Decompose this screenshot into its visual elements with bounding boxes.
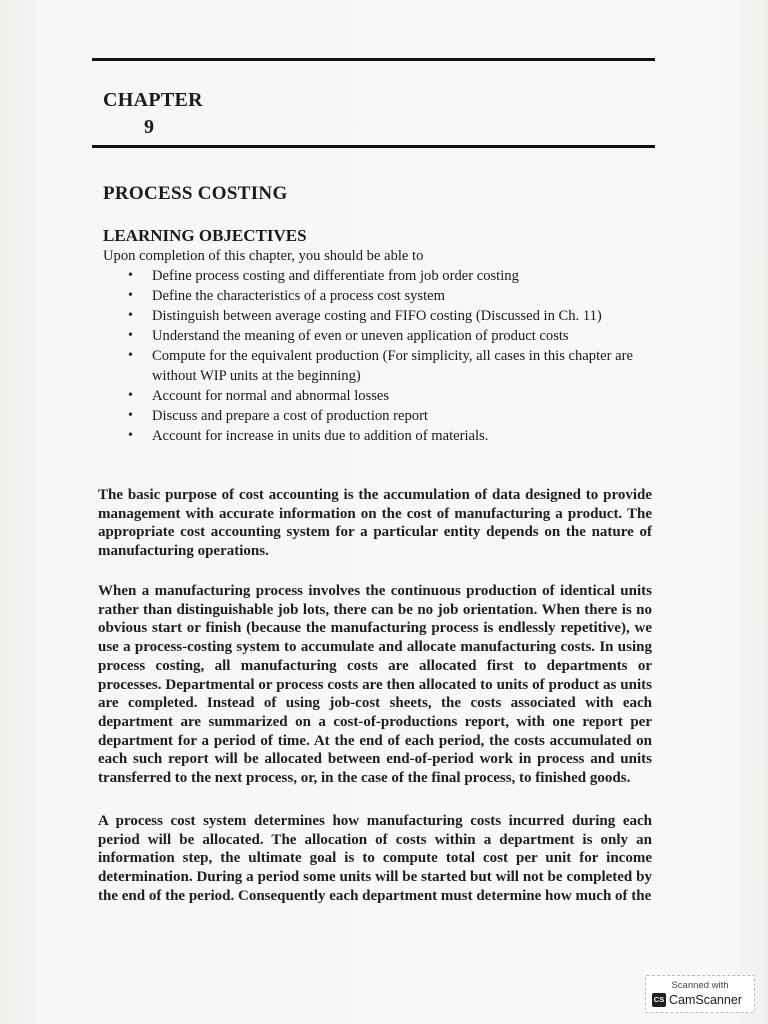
body-paragraph-1: The basic purpose of cost accounting is the accumulation of data designed to provide management with accurate information on the cost of manufacturing a product. The appropriate cost accounting system for a particular entity depends on the nature of manufacturing operations. — [98, 487, 652, 560]
camscanner-logo-icon: CS — [652, 993, 666, 1007]
objective-item: • Discuss and prepare a cost of production report — [128, 406, 668, 426]
objective-item: • Compute for the equivalent production (For simplicity, all cases in this chapter are without WIP units at the beginning) — [128, 346, 668, 386]
objective-item: • Understand the meaning of even or uneven application of product costs — [128, 326, 668, 346]
objective-item: • Distinguish between average costing and FIFO costing (Discussed in Ch. 11) — [128, 306, 668, 326]
header-bottom-rule — [92, 145, 655, 148]
objective-item: • Define process costing and differentiate from job order costing — [128, 266, 668, 286]
chapter-number: 9 — [144, 116, 154, 138]
header-top-rule — [92, 58, 655, 61]
camscanner-brand-row — [652, 993, 742, 1007]
objective-item: • Account for increase in units due to addition of materials. — [128, 426, 668, 446]
learning-objectives-list — [128, 266, 668, 446]
learning-objectives-heading: LEARNING OBJECTIVES — [103, 226, 307, 245]
scanned-with-label: Scanned with — [671, 980, 729, 991]
learning-objectives-intro: Upon completion of this chapter, you should be able to — [103, 248, 424, 264]
objective-item: • Account for normal and abnormal losses — [128, 386, 668, 406]
chapter-label: CHAPTER — [103, 89, 203, 111]
chapter-title: PROCESS COSTING — [103, 183, 288, 204]
camscanner-badge — [645, 975, 755, 1013]
body-paragraph-2: When a manufacturing process involves the continuous production of identical units rather than distinguishable job lots, there can be no job orientation. When there is no obvious start or finish (because the manufacturing process is endlessly repetitive), we use a process-costing system to accumulate and allocate manufacturing costs. In using process costing, all manufacturing costs are allocated first to departments or processes. Departmental or process costs are then allocated to units of product as units are completed. Instead of using job-cost sheets, the costs associated with each department are summarized on a cost-of-productions report, with one report per department for a period of time. At the end of each period, the costs accumulated on each such report will be allocated between end-of-period work in process and units transferred to the next process, or, in the case of the final process, to finished goods. — [98, 583, 652, 787]
camscanner-brand-label: CamScanner — [669, 993, 742, 1007]
objective-item: • Define the characteristics of a process cost system — [128, 286, 668, 306]
body-paragraph-3: A process cost system determines how manufacturing costs incurred during each period will be allocated. The allocation of costs within a department is only an information step, the ultimate goal is to compute total cost per unit for income determination. During a period some units will be started but will not be completed by the end of the period. Consequently each department must determine how much of the — [98, 813, 652, 904]
